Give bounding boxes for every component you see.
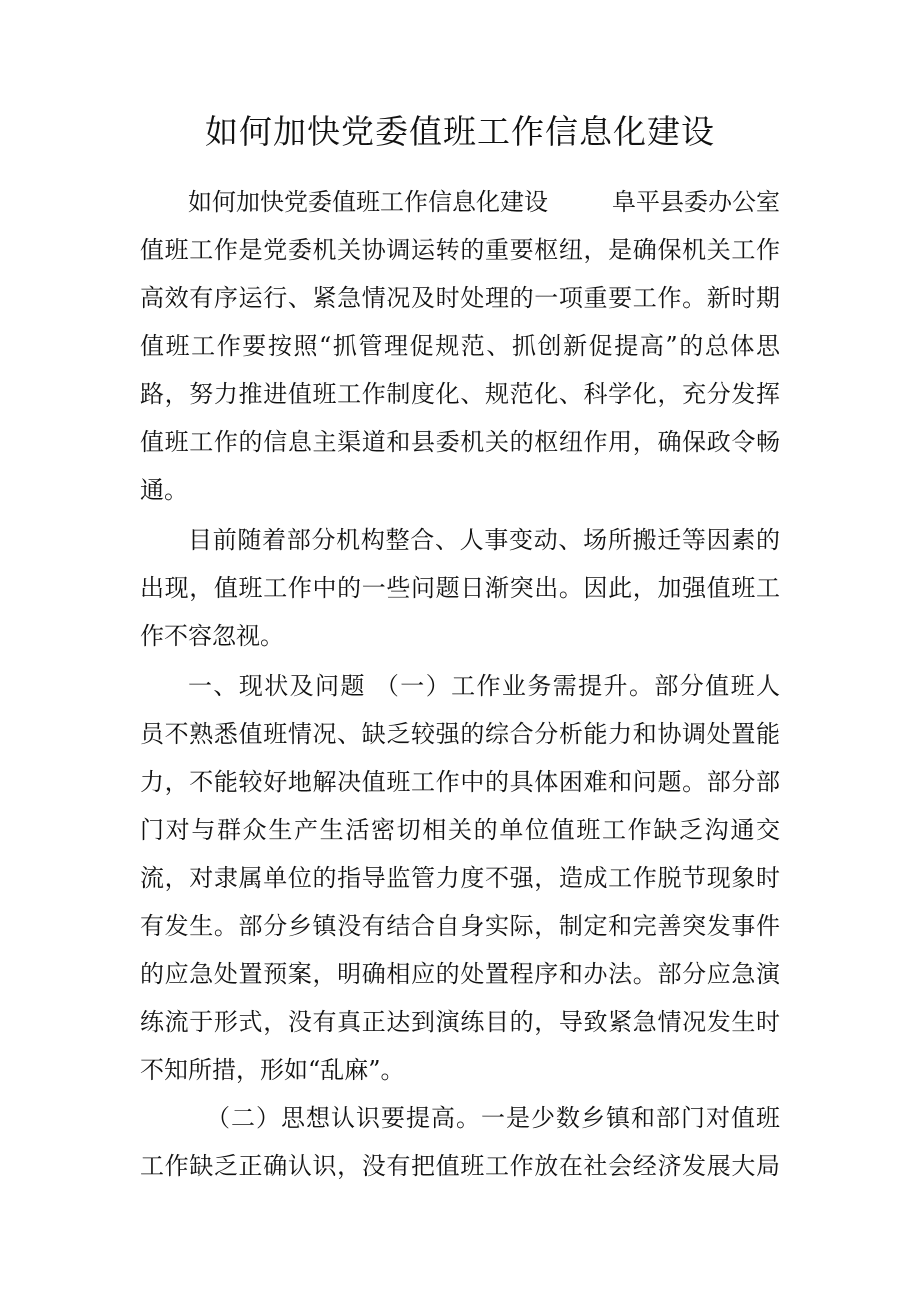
text-line: 工作缺乏正确认识，没有把值班工作放在社会经济发展大局 — [140, 1152, 780, 1180]
header-right-text: 阜平县委办公室 — [612, 188, 780, 216]
text-line: 值班工作是党委机关协调运转的重要枢纽，是确保机关工作 — [140, 236, 780, 264]
text-line: 作不容忽视。 — [140, 622, 284, 650]
text-line: （二）思想认识要提高。一是少数乡镇和部门对值班 — [206, 1104, 780, 1132]
text-line: 目前随着部分机构整合、人事变动、场所搬迁等因素的 — [188, 526, 780, 554]
text-line: 路，努力推进值班工作制度化、规范化、科学化，充分发挥 — [140, 380, 780, 408]
paragraph-3 — [140, 662, 780, 1094]
text-line: 门对与群众生产生活密切相关的单位值班工作缺乏沟通交 — [140, 816, 780, 844]
text-line: 值班工作的信息主渠道和县委机关的枢纽作用，确保政令畅 — [140, 428, 780, 456]
text-line: 的应急处置预案，明确相应的处置程序和办法。部分应急演 — [140, 960, 780, 988]
paragraph-2 — [140, 516, 780, 660]
text-line: 一、现状及问题 （一）工作业务需提升。部分值班人 — [188, 672, 780, 700]
text-line: 流，对隶属单位的指导监管力度不强，造成工作脱节现象时 — [140, 864, 780, 892]
document-title: 如何加快党委值班工作信息化建设 — [205, 112, 715, 151]
text-line: 通。 — [140, 476, 188, 504]
text-line: 不知所措，形如“乱麻”。 — [140, 1056, 405, 1084]
header-left-text: 如何加快党委值班工作信息化建设 — [188, 188, 548, 216]
paragraph-1-header — [140, 178, 780, 226]
text-line: 练流于形式，没有真正达到演练目的，导致紧急情况发生时 — [140, 1008, 780, 1036]
paragraph-4 — [140, 1094, 780, 1190]
text-line: 值班工作要按照“抓管理促规范、抓创新促提高”的总体思 — [140, 332, 780, 360]
paragraph-1 — [140, 178, 780, 514]
text-line: 高效有序运行、紧急情况及时处理的一项重要工作。新时期 — [140, 284, 780, 312]
text-line: 力，不能较好地解决值班工作中的具体困难和问题。部分部 — [140, 768, 780, 796]
text-line: 有发生。部分乡镇没有结合自身实际，制定和完善突发事件 — [140, 912, 780, 940]
text-line: 出现，值班工作中的一些问题日渐突出。因此，加强值班工 — [140, 574, 780, 602]
text-line: 员不熟悉值班情况、缺乏较强的综合分析能力和协调处置能 — [140, 720, 780, 748]
